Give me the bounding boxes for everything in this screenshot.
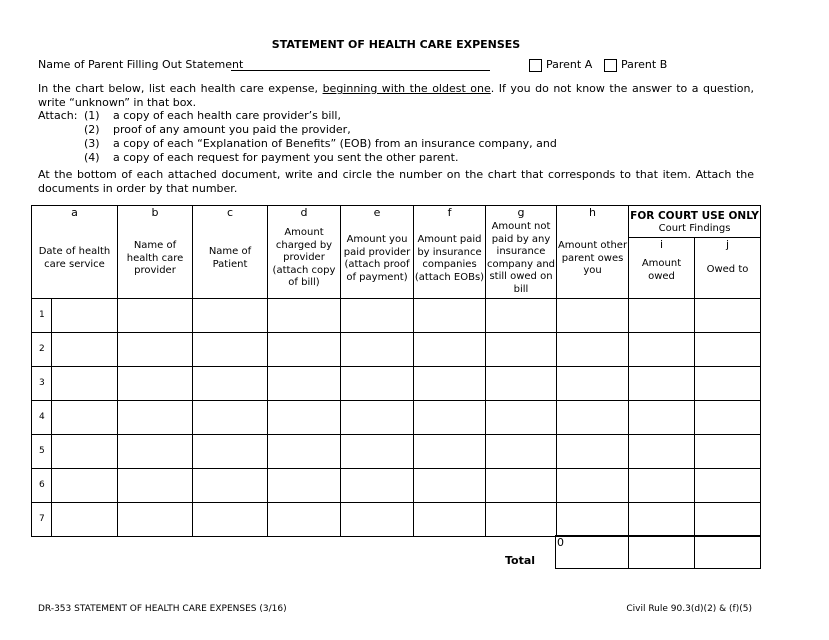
column-letter: g <box>517 206 525 219</box>
court-amount-owed-cell[interactable] <box>629 367 695 400</box>
provider-cell[interactable] <box>118 367 193 401</box>
amount-charged-cell[interactable] <box>268 469 341 503</box>
court-findings-cell <box>629 435 761 469</box>
table-row <box>32 333 761 367</box>
court-amount-owed-cell[interactable] <box>629 401 695 434</box>
column-description: Owed to <box>706 264 749 275</box>
court-amount-owed-cell[interactable] <box>629 333 695 366</box>
other-parent-owes-cell[interactable] <box>557 299 629 333</box>
court-findings-cell <box>629 469 761 503</box>
court-owed-to-cell[interactable] <box>695 333 760 366</box>
column-header-i <box>629 238 695 298</box>
table-row <box>32 503 761 537</box>
insurance-paid-cell[interactable] <box>414 333 486 367</box>
attach-item-text: a copy of each request for payment you sent the other parent. <box>113 151 459 164</box>
date-cell[interactable] <box>32 299 118 333</box>
column-letter: i <box>659 238 664 251</box>
attach-label: Attach: <box>38 109 78 122</box>
patient-cell[interactable] <box>193 503 268 537</box>
attach-item-number: (3) <box>84 137 100 150</box>
patient-cell[interactable] <box>193 333 268 367</box>
patient-cell[interactable] <box>193 469 268 503</box>
row-number: 6 <box>32 469 52 502</box>
court-findings-cell <box>629 333 761 367</box>
provider-cell[interactable] <box>118 401 193 435</box>
intro-text-2: . If you do not know the answer to a question, write “unknown” in that box. <box>38 82 754 109</box>
date-cell[interactable] <box>32 333 118 367</box>
insurance-paid-cell[interactable] <box>414 435 486 469</box>
patient-cell[interactable] <box>193 367 268 401</box>
court-use-header <box>629 206 761 299</box>
amount-owed-on-bill-cell[interactable] <box>486 401 557 435</box>
patient-cell[interactable] <box>193 435 268 469</box>
other-parent-owes-cell[interactable] <box>557 503 629 537</box>
column-header-b <box>118 206 193 299</box>
column-letter: e <box>373 206 381 219</box>
amount-paid-cell[interactable] <box>341 469 414 503</box>
amount-charged-cell[interactable] <box>268 333 341 367</box>
parent-name-field[interactable] <box>231 70 490 71</box>
column-description: Date of health care service <box>38 246 111 270</box>
total-amount-cell[interactable] <box>556 536 629 569</box>
column-header-h <box>557 206 629 299</box>
court-owed-to-cell[interactable] <box>695 435 760 468</box>
table-row <box>32 469 761 503</box>
row-number: 3 <box>32 367 52 400</box>
table-row <box>32 435 761 469</box>
column-description: Amount not paid by any insurance company and still owed on bill <box>486 221 556 295</box>
insurance-paid-cell[interactable] <box>414 469 486 503</box>
column-header-c <box>193 206 268 299</box>
amount-paid-cell[interactable] <box>341 333 414 367</box>
amount-owed-on-bill-cell[interactable] <box>486 333 557 367</box>
column-letter: f <box>447 206 452 219</box>
other-parent-owes-cell[interactable] <box>557 469 629 503</box>
court-findings-cell <box>629 367 761 401</box>
form-title: STATEMENT OF HEALTH CARE EXPENSES <box>271 38 521 51</box>
patient-cell[interactable] <box>193 401 268 435</box>
column-header-f <box>414 206 486 299</box>
date-cell[interactable] <box>32 435 118 469</box>
other-parent-owes-cell[interactable] <box>557 435 629 469</box>
other-parent-owes-cell[interactable] <box>557 401 629 435</box>
row-number: 7 <box>32 503 52 536</box>
attach-item-number: (1) <box>84 109 100 122</box>
amount-paid-cell[interactable] <box>341 367 414 401</box>
attach-item-text: a copy of each “Explanation of Benefits” (EOB) from an insurance company, and <box>113 137 557 150</box>
amount-owed-on-bill-cell[interactable] <box>486 469 557 503</box>
court-amount-owed-cell[interactable] <box>629 469 695 502</box>
insurance-paid-cell[interactable] <box>414 503 486 537</box>
parent-b-label: Parent B <box>621 58 668 71</box>
column-header-j <box>695 238 760 298</box>
provider-cell[interactable] <box>118 503 193 537</box>
attach-item-number: (4) <box>84 151 100 164</box>
provider-cell[interactable] <box>118 435 193 469</box>
court-owed-to-cell[interactable] <box>695 367 760 400</box>
patient-cell[interactable] <box>193 299 268 333</box>
column-header-e <box>341 206 414 299</box>
row-number: 1 <box>32 299 52 332</box>
row-number: 4 <box>32 401 52 434</box>
expenses-table <box>31 205 761 537</box>
intro-text-1: In the chart below, list each health care expense, <box>38 82 323 95</box>
amount-charged-cell[interactable] <box>268 503 341 537</box>
amount-owed-on-bill-cell[interactable] <box>486 435 557 469</box>
total-amount-owed-cell[interactable] <box>629 536 695 569</box>
insurance-paid-cell[interactable] <box>414 401 486 435</box>
total-value: 0 <box>557 536 564 549</box>
column-description: Amount other parent owes you <box>557 240 628 276</box>
court-amount-owed-cell[interactable] <box>629 299 695 332</box>
total-row <box>555 535 761 569</box>
row-number: 2 <box>32 333 52 366</box>
attach-item-text: proof of any amount you paid the provider, <box>113 123 351 136</box>
date-cell[interactable] <box>32 367 118 401</box>
provider-cell[interactable] <box>118 469 193 503</box>
form-id-footer: DR-353 STATEMENT OF HEALTH CARE EXPENSES (3/16) <box>38 604 287 614</box>
date-cell[interactable] <box>32 401 118 435</box>
column-header-a <box>32 206 118 299</box>
amount-charged-cell[interactable] <box>268 401 341 435</box>
column-description: Name of health care provider <box>126 240 184 276</box>
column-description: Amount charged by provider (attach copy of bill) <box>272 227 336 288</box>
intro-paragraph <box>38 82 754 109</box>
amount-charged-cell[interactable] <box>268 299 341 333</box>
column-letter: b <box>151 206 159 219</box>
court-owed-to-cell[interactable] <box>695 469 760 502</box>
column-description: Amount owed <box>641 258 682 282</box>
court-amount-owed-cell[interactable] <box>629 503 695 536</box>
column-letter: d <box>300 206 308 219</box>
column-description: Amount you paid provider (attach proof of payment) <box>343 234 411 283</box>
amount-paid-cell[interactable] <box>341 503 414 537</box>
total-owed-to-cell[interactable] <box>695 536 761 569</box>
amount-paid-cell[interactable] <box>341 435 414 469</box>
court-amount-owed-cell[interactable] <box>629 435 695 468</box>
insurance-paid-cell[interactable] <box>414 299 486 333</box>
amount-paid-cell[interactable] <box>341 299 414 333</box>
court-findings-cell <box>629 401 761 435</box>
parent-b-checkbox[interactable] <box>604 59 617 72</box>
column-description: Name of Patient <box>208 246 252 270</box>
column-letter: a <box>71 206 78 219</box>
table-row <box>32 367 761 401</box>
other-parent-owes-cell[interactable] <box>557 333 629 367</box>
amount-paid-cell[interactable] <box>341 401 414 435</box>
insurance-paid-cell[interactable] <box>414 367 486 401</box>
column-header-g <box>486 206 557 299</box>
parent-a-label: Parent A <box>546 58 593 71</box>
court-owed-to-cell[interactable] <box>695 299 760 332</box>
amount-owed-on-bill-cell[interactable] <box>486 503 557 537</box>
parent-a-checkbox[interactable] <box>529 59 542 72</box>
other-parent-owes-cell[interactable] <box>557 367 629 401</box>
court-findings-cell <box>629 299 761 333</box>
provider-cell[interactable] <box>118 299 193 333</box>
court-findings-subtitle: Court Findings <box>629 223 760 239</box>
attach-list <box>38 109 638 165</box>
date-cell[interactable] <box>32 503 118 537</box>
court-owed-to-cell[interactable] <box>695 401 760 434</box>
court-findings-cell <box>629 503 761 537</box>
provider-cell[interactable] <box>118 333 193 367</box>
row-number: 5 <box>32 435 52 468</box>
date-cell[interactable] <box>32 469 118 503</box>
column-header-d <box>268 206 341 299</box>
table-row <box>32 401 761 435</box>
attach-item-number: (2) <box>84 123 100 136</box>
column-letter: c <box>226 206 234 219</box>
civil-rule-footer: Civil Rule 90.3(d)(2) & (f)(5) <box>626 604 752 614</box>
intro-underlined-text: beginning with the oldest one <box>322 82 491 95</box>
attach-item-text: a copy of each health care provider’s bill, <box>113 109 341 122</box>
column-letter: h <box>589 206 596 219</box>
amount-owed-on-bill-cell[interactable] <box>486 367 557 401</box>
court-owed-to-cell[interactable] <box>695 503 760 536</box>
court-use-title: FOR COURT USE ONLY <box>630 210 759 222</box>
column-letter: j <box>725 238 730 251</box>
table-header-row <box>32 206 761 299</box>
total-label: Total <box>505 554 536 567</box>
amount-charged-cell[interactable] <box>268 367 341 401</box>
column-description: Amount paid by insurance companies (attach EOBs) <box>414 234 485 283</box>
parent-name-label: Name of Parent Filling Out Statement <box>38 58 244 71</box>
amount-charged-cell[interactable] <box>268 435 341 469</box>
amount-owed-on-bill-cell[interactable] <box>486 299 557 333</box>
instruction-paragraph: At the bottom of each attached document, write and circle the number on the chart that corresponds to that item. Attach the documents in order by that number. <box>38 168 754 195</box>
table-row <box>32 299 761 333</box>
